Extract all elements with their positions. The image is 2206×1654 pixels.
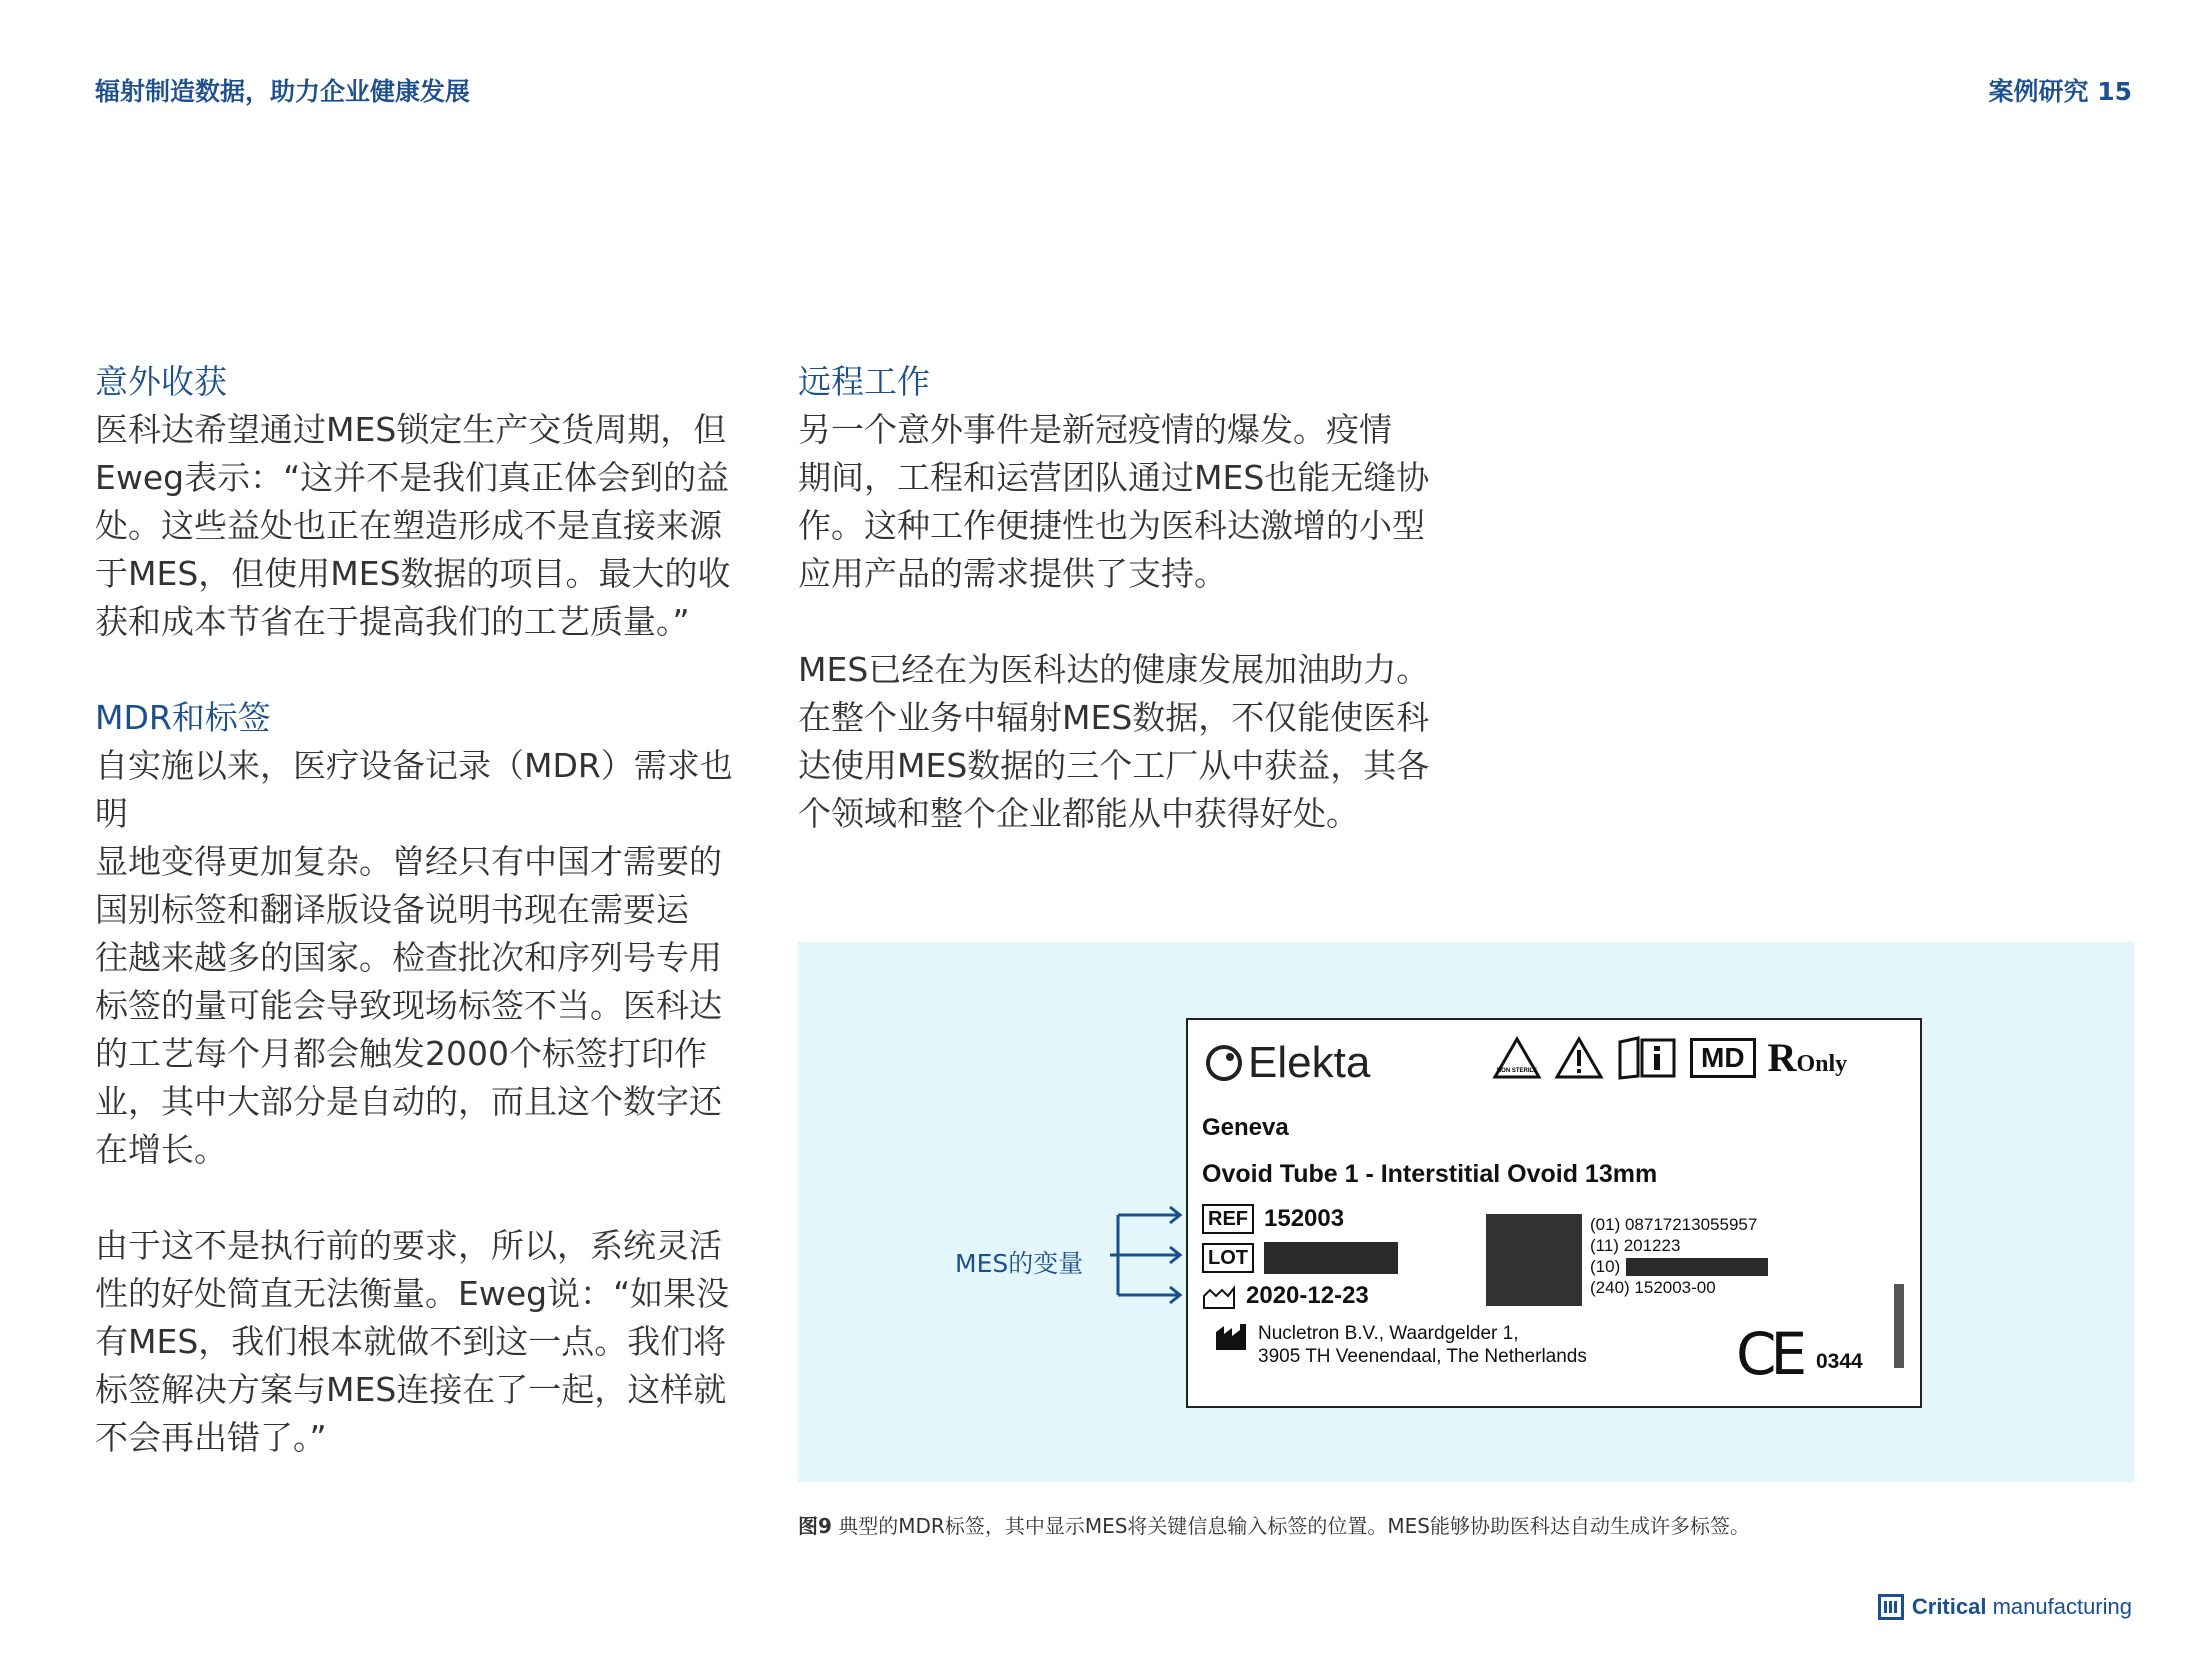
critical-manufacturing-logo (1878, 1594, 2132, 1620)
right-column (798, 358, 1448, 838)
figure-number: 图9 (798, 1514, 832, 1538)
label-product-name: Ovoid Tube 1 - Interstitial Ovoid 13mm (1202, 1160, 1658, 1188)
paragraph-line: 往越来越多的国家。检查批次和序列号专用 (95, 938, 722, 977)
manufacture-date-icon (1202, 1282, 1236, 1310)
barcode-strip (1894, 1284, 1904, 1368)
udi-redacted (1626, 1258, 1768, 1276)
mdr-device-label (1186, 1018, 1922, 1408)
section-title-mdr-labels: MDR和标签 (95, 698, 271, 737)
paragraph-line: 达使用MES数据的三个工厂从中获益，其各 (798, 746, 1430, 785)
rx-only-symbol (1768, 1034, 1848, 1081)
paragraph-line: 显地变得更加复杂。曾经只有中国才需要的 (95, 842, 722, 881)
section-title-remote-work: 远程工作 (798, 362, 930, 401)
label-manufacturer (1214, 1322, 1587, 1368)
paragraph-line: 标签解决方案与MES连接在了一起，这样就 (95, 1370, 727, 1409)
manufacturer-icon (1214, 1322, 1248, 1352)
caption-text: 典型的MDR标签，其中显示MES将关键信息输入标签的位置。MES能够协助医科达自动生成许多标签。 (831, 1514, 1751, 1538)
annotation-arrows (1110, 1195, 1190, 1315)
rx-letter: R (1767, 1035, 1797, 1080)
paragraph-line: 个领域和整个企业都能从中获得好处。 (798, 794, 1359, 833)
paragraph-line: 有MES，我们根本就做不到这一点。我们将 (95, 1322, 727, 1361)
footer-brand-rest: manufacturing (1986, 1594, 2132, 1619)
brand-name: Elekta (1248, 1038, 1371, 1087)
paragraph-line: 不会再出错了。” (95, 1418, 327, 1457)
paragraph-line: 自实施以来，医疗设备记录（MDR）需求也明 (95, 746, 733, 833)
udi-line: (240) 152003-00 (1590, 1278, 1716, 1297)
paragraph-line: 在整个业务中辐射MES数据，不仅能使医科 (798, 698, 1430, 737)
paragraph-line: 性的好处简直无法衡量。Eweg说：“如果没 (95, 1274, 730, 1313)
paragraph-line: 的工艺每个月都会触发2000个标签打印作 (95, 1034, 707, 1073)
ref-tag: REF (1202, 1204, 1254, 1234)
paragraph-line: 于MES，但使用MES数据的项目。最大的收 (95, 554, 731, 593)
paragraph-line: Eweg表示：“这并不是我们真正体会到的益 (95, 458, 730, 497)
ref-value: 152003 (1264, 1205, 1345, 1232)
paragraph-line: MES已经在为医科达的健康发展加油助力。 (798, 650, 1430, 689)
ce-mark: CE (1736, 1320, 1802, 1388)
label-city: Geneva (1202, 1114, 1289, 1141)
udi-line-redacted (1590, 1256, 1768, 1277)
paragraph-line: 期间，工程和运营团队通过MES也能无缝协 (798, 458, 1430, 497)
critical-manufacturing-icon (1878, 1594, 1904, 1620)
paragraph-line: 应用产品的需求提供了支持。 (798, 554, 1227, 593)
label-lot-row (1202, 1242, 1398, 1274)
section-title-unexpected-gains: 意外收获 (95, 362, 227, 401)
label-ref-row (1202, 1204, 1344, 1234)
paragraph-line: 业，其中大部分是自动的，而且这个数字还 (95, 1082, 722, 1121)
paragraph-line: 标签的量可能会导致现场标签不当。医科达 (95, 986, 722, 1025)
footer-brand-bold: Critical (1911, 1594, 1987, 1619)
lot-tag: LOT (1202, 1243, 1254, 1273)
ce-notified-body-number: 0344 (1816, 1350, 1863, 1373)
udi-block (1590, 1214, 1768, 1298)
non-sterile-icon (1492, 1036, 1542, 1080)
manufacture-date: 2020-12-23 (1246, 1282, 1369, 1309)
medical-device-symbol: MD (1690, 1038, 1756, 1078)
paragraph-line: 国别标签和翻译版设备说明书现在需要运 (95, 890, 689, 929)
manufacturer-line: Nucletron B.V., Waardgelder 1, (1258, 1323, 1519, 1344)
udi-line: (11) 201223 (1590, 1236, 1681, 1255)
running-header-title: 辐射制造数据，助力企业健康发展 (95, 77, 471, 106)
paragraph-line: 医科达希望通过MES锁定生产交货周期，但 (95, 410, 727, 449)
elekta-logo (1204, 1038, 1370, 1088)
datamatrix-redacted (1486, 1214, 1582, 1306)
regulatory-symbols (1492, 1034, 1847, 1081)
consult-instructions-icon (1616, 1036, 1678, 1080)
mes-variables-annotation: MES的变量 (955, 1249, 1084, 1278)
running-header-page: 案例研究 15 (1988, 77, 2132, 106)
udi-line: (10) (1590, 1257, 1621, 1276)
paragraph-line: 在增长。 (95, 1130, 227, 1169)
left-column (95, 358, 745, 1462)
paragraph-line: 获和成本节省在于提高我们的工艺质量。” (95, 602, 690, 641)
label-date-row (1202, 1282, 1369, 1310)
paragraph-line: 处。这些益处也正在塑造形成不是直接来源 (95, 506, 722, 545)
lot-redacted (1264, 1242, 1398, 1274)
figure-caption (798, 1510, 1750, 1539)
paragraph-line: 由于这不是执行前的要求，所以，系统灵活 (95, 1226, 722, 1265)
paragraph-line: 作。这种工作便捷性也为医科达激增的小型 (798, 506, 1425, 545)
non-sterile-text: NON STERILE (1496, 1067, 1538, 1074)
elekta-logo-icon (1204, 1043, 1244, 1083)
rx-only-text: Only (1796, 1051, 1848, 1077)
caution-icon (1554, 1036, 1604, 1080)
udi-line: (01) 08717213055957 (1590, 1215, 1758, 1234)
manufacturer-line: 3905 TH Veenendaal, The Netherlands (1258, 1346, 1587, 1367)
paragraph-line: 另一个意外事件是新冠疫情的爆发。疫情 (798, 410, 1392, 449)
